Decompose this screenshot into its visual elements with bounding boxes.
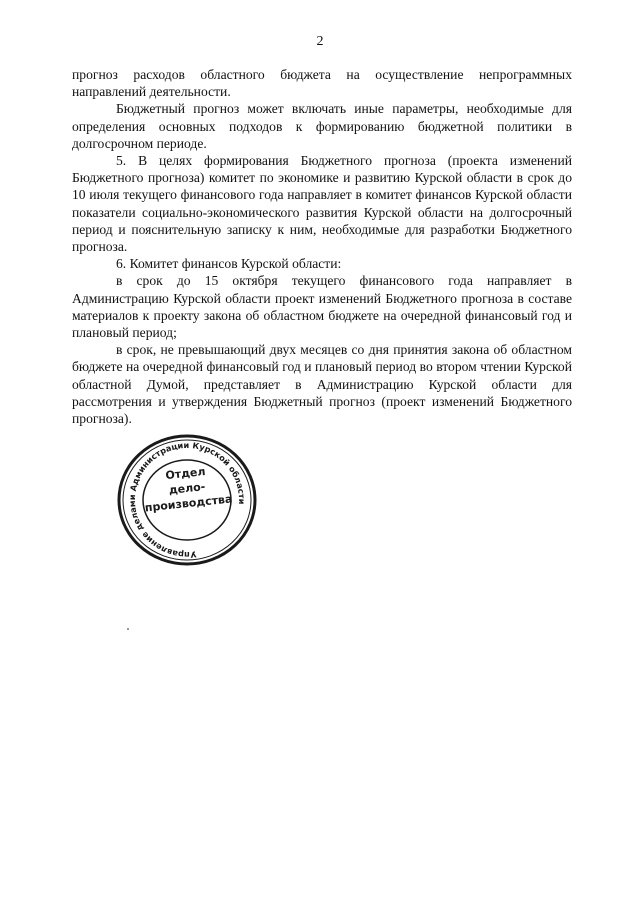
stamp-line-3: производства (144, 492, 233, 515)
paragraph-item-5: 5. В целях формирования Бюджетного прогноза (проекта изменений Бюджетного прогноза) комитет по экономике и развитию Курской области в срок до 10 июля текущего финансового года направляет в комитет финансов Курской области показатели социально-экономического развития Курской области на долгосрочный период и пояснительную записку к ним, необходимые для разработки Бюджетного прогноза. (72, 153, 572, 255)
paragraph-item-6-first-term: в срок до 15 октября текущего финансового года направляет в Администрацию Курской области проект изменений Бюджетного прогноза в составе материалов к проекту закона об областном бюджете на очередной финансовый год и плановый период; (72, 273, 572, 341)
stamp-line-1: Отдел (164, 465, 207, 483)
paragraph-item-6-second-term: в срок, не превышающий двух месяцев со дня принятия закона об областном бюджете на очередной финансовый год и плановый период во втором чтении Курской областной Думой, представляет в Администрацию Курской области для рассмотрения и утверждения Бюджетный прогноз (проект изменений Бюджетного прогноза). (72, 342, 572, 427)
stamp-ring-text: Управление делами Администрации Курской области (126, 439, 248, 561)
paragraph-budget-parameters: Бюджетный прогноз может включать иные параметры, необходимые для определения основных подходов к формированию бюджетной политики в долгосрочном периоде. (72, 101, 572, 151)
paragraph-item-6: 6. Комитет финансов Курской области: (116, 256, 342, 272)
scan-speck (127, 628, 129, 630)
paragraph-continuation: прогноз расходов областного бюджета на осуществление непрограммных направлений деятельности. (72, 67, 572, 100)
stamp-line-2: дело- (168, 480, 206, 497)
page-number: 2 (316, 34, 324, 49)
office-stamp (112, 430, 262, 570)
document-body (72, 66, 572, 427)
